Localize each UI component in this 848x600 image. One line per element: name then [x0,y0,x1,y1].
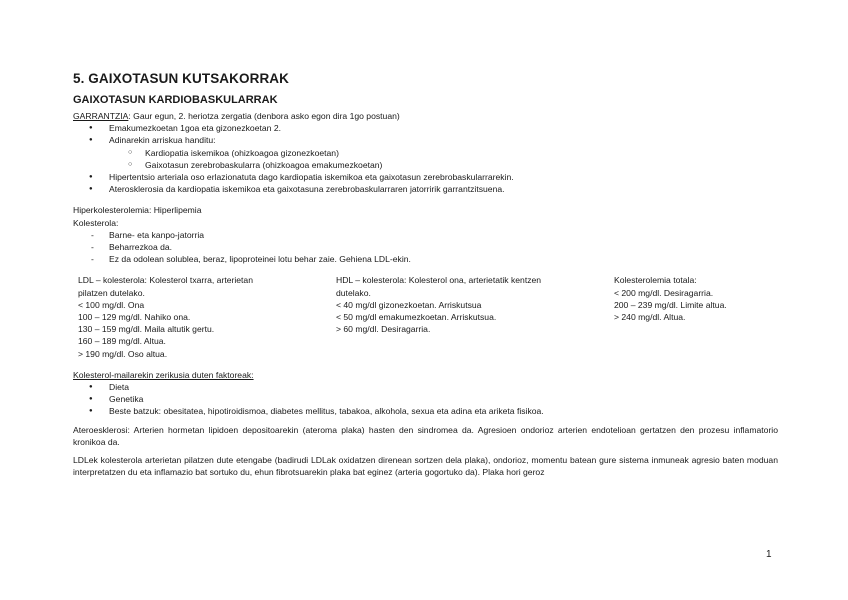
list-item: - Ez da odolean solublea, beraz, lipoproteinei lotu behar zaie. Gehiena LDL-ekin. [73,253,778,265]
ldl-line: 130 – 159 mg/dl. Maila altutik gertu. [78,324,215,335]
garrantzia-label: GARRANTZIA [73,111,129,121]
total-line: < 200 mg/dl. Desiragarria. [614,287,714,298]
hdl-line: > 60 mg/dl. Desiragarria. [336,324,431,335]
cholesterol-columns [73,274,778,359]
sub-list-item: ○ Kardiopatia iskemikoa (ohizkoagoa gizonezkoetan) [73,147,778,159]
hdl-line: dutelako. [336,287,371,298]
ldl-line: < 100 mg/dl. Ona [78,299,145,310]
ateroesklerosi-paragraph: Ateroesklerosi: Arterien hormetan lipidoen depositoarekin (ateroma plaka) hasten den sindromea da. Agresioen ondorioz arterien endotelioan gertatzen den prozesu inflamatorio kronikoa da. [73,424,778,447]
ldl-line: pilatzen dutelako. [78,287,145,298]
garrantzia-list-2 [73,171,778,195]
list-item: ● Aterosklerosia da kardiopatia iskemikoa eta gaixotasuna zerebrobaskularraren jatorririk garrantzitsuena. [73,183,778,195]
hdl-column [336,274,614,359]
page-number: 1 [766,549,772,560]
faktoreak-list [73,381,778,418]
faktoreak-label: Kolesterol-mailarekin zerikusia duten faktoreak: [73,369,254,380]
total-line: > 240 mg/dl. Altua. [614,312,686,323]
list-item: ● Dieta [73,381,778,393]
total-column [614,274,774,359]
total-line: 200 – 239 mg/dl. Limite altua. [614,299,727,310]
total-line: Kolesterolemia totala: [614,275,697,286]
hdl-line: < 50 mg/dl emakumezkoetan. Arriskutsua. [336,312,497,323]
list-item: ● Emakumezkoetan 1goa eta gizonezkoetan 2. [73,122,778,134]
list-item: ● Genetika [73,393,778,405]
list-item: - Barne- eta kanpo-jatorria [73,229,778,241]
section-title: GAIXOTASUN KARDIOBASKULARRAK [73,94,278,106]
ldl-line: LDL – kolesterola: Kolesterol txarra, arterietan [78,275,253,286]
list-item: - Beharrezkoa da. [73,241,778,253]
ldl-line: 160 – 189 mg/dl. Altua. [78,336,166,347]
ldl-paragraph: LDLek kolesterola arterietan pilatzen dute etengabe (badirudi LDLak oxidatzen direnean sortzen dela plaka), ondorioz, momentu batean gure sistema inmuneak agresio baten moduan interpretatzen du eta inflamazio bat sortuko du, ehun fibrotsuarekin plaka bat eginez (arteria gogortuko da). Plaka hori geroz [73,455,778,478]
hdl-line: < 40 mg/dl gizonezkoetan. Arriskutsua [336,299,482,310]
kolesterola-label: Kolesterola: [73,217,119,228]
ldl-column [78,274,336,359]
garrantzia-line [73,110,778,122]
ldl-line: 100 – 129 mg/dl. Nahiko ona. [78,312,191,323]
chapter-title: 5. GAIXOTASUN KUTSAKORRAK [73,71,290,86]
ldl-line: > 190 mg/dl. Oso altua. [78,348,168,359]
hdl-line: HDL – kolesterola: Kolesterol ona, arterietatik kentzen [336,275,542,286]
adina-sublist [73,147,778,171]
hiperkolesterolemia-line: Hiperkolesterolemia: Hiperlipemia [73,205,202,216]
kolesterola-list [73,229,778,266]
document-page [73,70,778,478]
garrantzia-list [73,122,778,146]
garrantzia-text: : Gaur egun, 2. heriotza zergatia (denbora asko egon dira 1go postuan) [128,111,400,121]
list-item: ● Hipertentsio arteriala oso erlazionatuta dago kardiopatia iskemikoa eta gaixotasun zerebrobaskularrarekin. [73,171,778,183]
list-item: ● Adinarekin arriskua handitu: [73,134,778,146]
sub-list-item: ○ Gaixotasun zerebrobaskularra (ohizkoagoa emakumezkoetan) [73,159,778,171]
list-item: ● Beste batzuk: obesitatea, hipotiroidismoa, diabetes mellitus, tabakoa, alkohola, sexua eta adina eta ariketa fisikoa. [73,405,778,417]
